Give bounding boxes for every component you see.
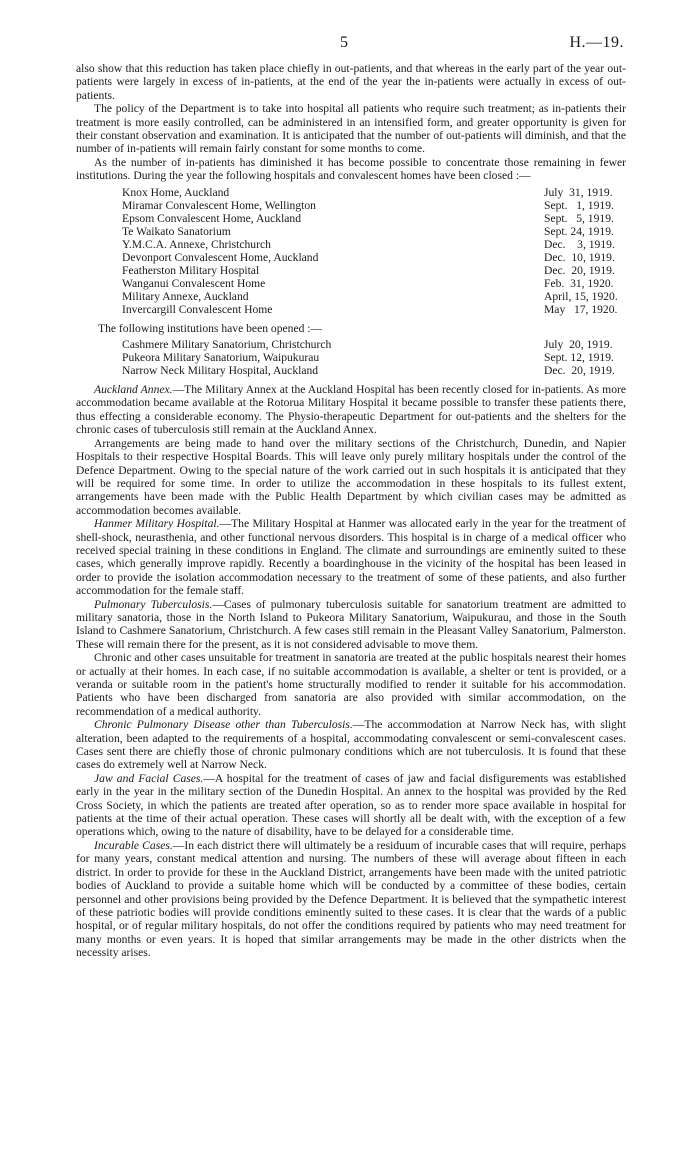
paragraph [76, 383, 626, 437]
institution-name: Featherston Military Hospital [122, 263, 260, 277]
paragraph: As the number of in-patients has diminished it has become possible to concentrate those remaining in fewer institutions. During the year the following hospitals and convalescent homes have been closed :— [76, 155, 626, 183]
institution-date: Dec. 20, 1919. [544, 263, 615, 277]
paragraph [76, 772, 626, 839]
institution-date: Sept. 5, 1919. [544, 211, 614, 225]
opened-list-intro: The following institutions have been opened :— [98, 321, 323, 335]
list-item [122, 338, 626, 351]
list-item [122, 290, 626, 303]
institution-name: Invercargill Convalescent Home [122, 302, 273, 316]
section-heading: Chronic Pulmonary Disease other than Tuberculosis. [94, 718, 353, 732]
paragraph-text: —The accommodation at Narrow Neck has, with slight alteration, been adapted to the requirements of a hospital, accommodating convalescent or semi-convalescent cases. Cases sent there are chiefly those of chronic pulmonary conditions which are not tuberculosis. It is found that these cases do extremely well at Narrow Neck. [76, 718, 626, 772]
institution-name: Wanganui Convalescent Home [122, 276, 266, 290]
institution-date: Sept. 12, 1919. [544, 351, 614, 365]
institution-date: July 20, 1919. [544, 338, 613, 352]
institution-name: Narrow Neck Military Hospital, Auckland [122, 364, 319, 378]
paragraph [76, 598, 626, 652]
institution-date: Dec. 3, 1919. [544, 237, 615, 251]
section-heading: Pulmonary Tuberculosis. [94, 597, 213, 611]
institution-name: Knox Home, Auckland [122, 185, 230, 199]
institution-name: Devonport Convalescent Home, Auckland [122, 250, 319, 264]
document-body [76, 62, 626, 960]
list-item [122, 364, 626, 377]
paragraph-text: —The Military Hospital at Hanmer was allocated early in the year for the treatment of shell-shock, neurasthenia, and other functional nervous disorders. This hospital is in charge of a medical officer who received special training in these conditions in England. The climate and surroundings are eminently suited to these cases, which generally improve rapidly. Recently a boardinghouse in the vicinity of the hospital has been leased in order to provide the isolation accommodation necessary to the treatment of some of these patients, and also further accommodation for the female staff. [76, 517, 626, 598]
paragraph [76, 437, 626, 517]
institution-date: Sept. 1, 1919. [544, 198, 614, 212]
paragraph: also show that this reduction has taken place chiefly in out-patients, and that whereas in the early part of the year out-patients were largely in excess of in-patients, at the end of the year the in-patients were actually in excess of out-patients. [76, 62, 626, 102]
document-reference: H.—19. [569, 34, 624, 51]
institution-name: Pukeora Military Sanatorium, Waipukurau [122, 351, 320, 365]
list-item [122, 199, 626, 212]
institution-name: Military Annexe, Auckland [122, 289, 249, 303]
institution-date: Dec. 20, 1919. [544, 364, 615, 378]
institution-name: Miramar Convalescent Home, Wellington [122, 198, 316, 212]
list-item [122, 251, 626, 264]
paragraph [76, 839, 626, 960]
institution-name: Y.M.C.A. Annexe, Christchurch [122, 237, 271, 251]
document-page [76, 34, 626, 960]
opened-institutions-list [122, 338, 626, 377]
paragraph-text: Chronic and other cases unsuitable for treatment in sanatoria are treated at the public hospitals nearest their homes or actually at their homes. In each case, if no suitable accommodation is available, a shelter or tent is provided, or a veranda or suitable room in the patient's home structurally modified to render it suitable for his accommodation. Patients who have been discharged from sanatoria are also provided with similar accommodation, on the recommendation of a medical authority. [76, 651, 626, 718]
institution-date: Sept. 24, 1919. [544, 224, 614, 238]
institution-date: April, 15, 1920. [544, 289, 618, 303]
list-item [122, 264, 626, 277]
page-number: 5 [340, 34, 348, 51]
paragraph [76, 651, 626, 718]
page-header [76, 34, 626, 58]
list-item [122, 303, 626, 316]
closed-institutions-list [122, 186, 626, 316]
list-item [122, 277, 626, 290]
paragraph [76, 517, 626, 597]
list-item [122, 212, 626, 225]
paragraph-text: —In each district there will ultimately be a residuum of incurable cases that will require, perhaps for many years, constant medical attention and nursing. The numbers of these will average about fifteen in each district. In order to provide for these in the Auckland District, arrangements have been made with the united patriotic bodies of Auckland to provide a suitable home which will be conducted by a committee of these bodies, certain personnel and other provisions being provided by the Defence Department. It is believed that the sympathetic interest of these patriotic bodies will provide conditions eminently suited to these cases. It is clear that the wards of a public hospital, or of regular military hospitals, do not offer the conditions required by patients who may need treatment for many months or even years. It is hoped that similar arrangements may be made in the other districts when the necessity arises. [76, 838, 626, 960]
list-item [122, 186, 626, 199]
institution-date: Dec. 10, 1919. [544, 250, 615, 264]
paragraph: The policy of the Department is to take into hospital all patients who require such treatment; as in-patients their treatment is more easily controlled, can be administered in an intensified form, and greater opportunity is given for their constant observation and examination. It is anticipated that the number of out-patients will diminish, and that the number of in-patients will remain fairly constant for some months to come. [76, 102, 626, 156]
list-item [122, 225, 626, 238]
section-heading: Incurable Cases. [94, 838, 173, 852]
paragraph-text: —Cases of pulmonary tuberculosis suitable for sanatorium treatment are admitted to military sanatoria, those in the North Island to Pukeora Military Sanatorium, Waipukurau, and those in the South Island to Cashmere Sanatorium, Christchurch. A few cases still remain in the Pleasant Valley Sanatorium, Palmerston. These will remain there for the present, as it is not considered advisable to move them. [76, 597, 626, 651]
institution-name: Epsom Convalescent Home, Auckland [122, 211, 302, 225]
paragraph-text: Arrangements are being made to hand over the military sections of the Christchurch, Dunedin, and Napier Hospitals to their respective Hospital Boards. This will leave only purely military hospitals under the control of the Defence Department. Owing to the special nature of the work carried out in such hospitals it is anticipated that they will be required for some time. In order to utilize the accommodation in these hospitals to its fullest extent, arrangements have been made with the Public Health Department by which civilian cases may be admitted as accommodation becomes available. [76, 436, 626, 517]
paragraph [76, 718, 626, 772]
section-heading: Hanmer Military Hospital. [94, 517, 220, 531]
paragraph-text: —The Military Annex at the Auckland Hospital has been recently closed for in-patients. As more accommodation became available at the Rotorua Military Hospital it became possible to transfer these patients there, thus effecting a considerable economy. The Physio-therapeutic Department for out-patients and the shelters for the chronic cases of tuberculosis still remain at the Auckland Annex. [76, 383, 626, 437]
section-heading: Auckland Annex. [94, 383, 173, 397]
paragraph-text: —A hospital for the treatment of cases of jaw and facial disfigurements was established early in the year in the military section of the Dunedin Hospital. An annex to the hospital was provided by the Red Cross Society, in which the patients are treated after operation, so as to render more space available in hospital for patients at the time of their actual operation. These cases will shortly all be dealt with, with the exception of a few operations which, owing to the nature of disability, have to be delayed for a considerable time. [76, 771, 626, 839]
list-item [122, 351, 626, 364]
section-heading: Jaw and Facial Cases. [94, 771, 204, 785]
institution-date: July 31, 1919. [544, 185, 613, 199]
institution-name: Cashmere Military Sanatorium, Christchurch [122, 338, 332, 352]
institution-date: May 17, 1920. [544, 302, 618, 316]
institution-date: Feb. 31, 1920. [544, 276, 614, 290]
list-item [122, 238, 626, 251]
institution-name: Te Waikato Sanatorium [122, 224, 231, 238]
